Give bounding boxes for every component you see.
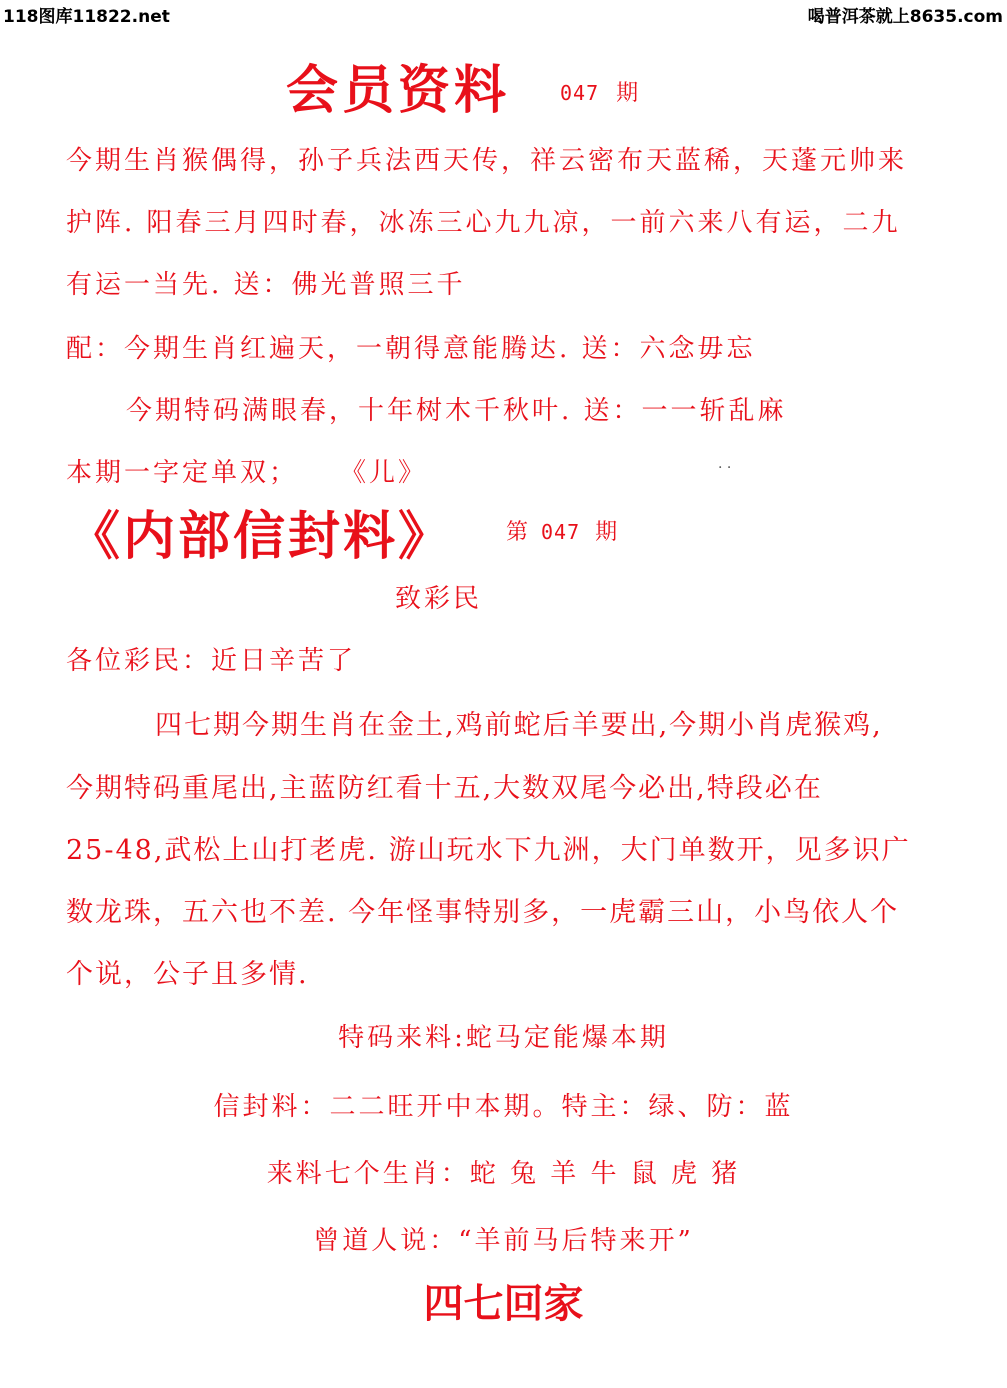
center-line-zodiacs: 来料七个生肖：蛇 兔 羊 牛 鼠 虎 猪 (266, 1159, 741, 1189)
member-line-5: 今期特码满眼春，十年树木千秋叶. 送：一一斩乱麻 (126, 396, 787, 426)
member-issue-number: 047 (560, 81, 600, 105)
envelope-issue (506, 515, 617, 546)
member-issue-suffix: 期 (616, 81, 639, 106)
member-title: 会员资料 (286, 60, 511, 121)
envelope-issue-suffix: 期 (595, 520, 618, 545)
member-issue (560, 76, 638, 107)
envelope-title: 《内部信封料》 (68, 506, 454, 567)
member-line-2: 护阵. 阳春三月四时春，冰冻三心九九凉，一前六来八有运，二九 (66, 208, 901, 238)
center-line-special: 特码来料:蛇马定能爆本期 (338, 1023, 669, 1053)
envelope-paragraph-line-5: 个说，公子且多情. (66, 959, 309, 990)
envelope-issue-number: 047 (541, 520, 581, 544)
footer-title: 四七回家 (423, 1280, 584, 1327)
single-double-value: 《儿》 (340, 458, 428, 488)
single-double-label: 本期一字定单双； (66, 458, 299, 488)
envelope-issue-prefix: 第 (506, 520, 529, 545)
site-watermark-left: 118图库11822.net (3, 7, 170, 27)
envelope-paragraph-line-2: 今期特码重尾出,主蓝防红看十五,大数双尾今必出,特段必在 (66, 773, 823, 804)
member-line-1: 今期生肖猴偶得，孙子兵法西天传，祥云密布天蓝稀，天蓬元帅来 (66, 146, 908, 176)
stray-dots: · · (718, 460, 732, 476)
member-line-3: 有运一当先. 送：佛光普照三千 (66, 270, 466, 300)
site-watermark-right: 喝普洱茶就上8635.com (807, 7, 1003, 27)
center-line-envelope: 信封料：二二旺开中本期。特主：绿、防：蓝 (213, 1092, 794, 1122)
center-line-quote: 曾道人说：“羊前马后特来开” (313, 1226, 694, 1256)
envelope-paragraph-line-1: 四七期今期生肖在金土,鸡前蛇后羊要出,今期小肖虎猴鸡, (155, 710, 883, 741)
envelope-paragraph-line-3: 25-48,武松上山打老虎. 游山玩水下九洲，大门单数开，见多识广 (66, 835, 911, 866)
envelope-greeting: 各位彩民：近日辛苦了 (66, 646, 357, 676)
member-line-4: 配：今期生肖红遍天，一朝得意能腾达. 送：六念毋忘 (66, 334, 756, 364)
envelope-paragraph-line-4: 数龙珠，五六也不差. 今年怪事特别多，一虎霸三山，小鸟依人个 (66, 897, 900, 928)
envelope-subtitle: 致彩民 (395, 584, 483, 614)
